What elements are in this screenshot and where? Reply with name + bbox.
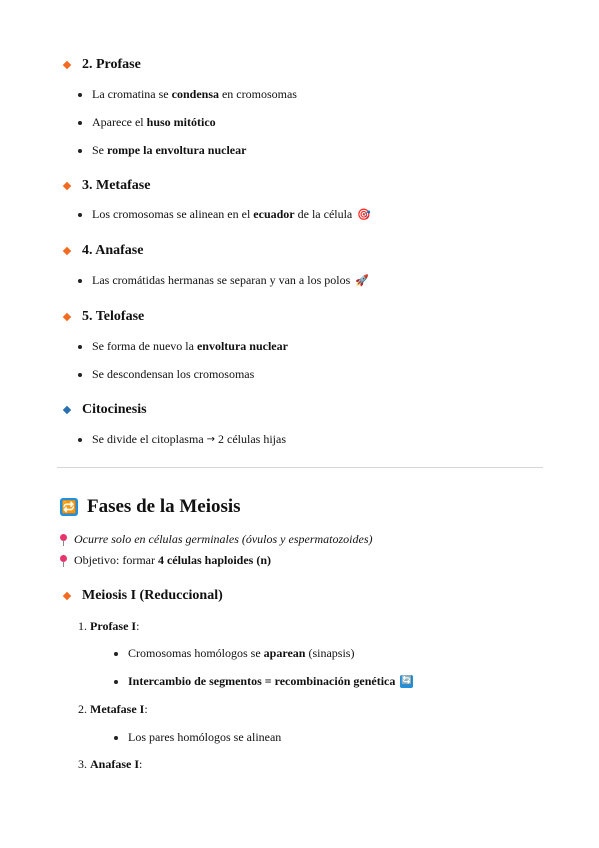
- text: Se divide el citoplasma: [92, 432, 207, 446]
- text: (sinapsis): [305, 646, 355, 660]
- heading-meiosis-i-text: Meiosis I (Reduccional): [82, 588, 223, 603]
- numbered-item: [78, 619, 139, 634]
- list-item: [78, 207, 371, 222]
- heading-citocinesis-text: Citocinesis: [82, 402, 147, 417]
- heading-profase: [62, 57, 141, 73]
- text: Las cromátidas hermanas se separan y van a los polos: [92, 273, 351, 287]
- text: en cromosomas: [218, 87, 297, 101]
- bold-text: rompe la envoltura nuclear: [107, 143, 247, 157]
- bold-text: Anafase I: [90, 757, 140, 771]
- pushpin-icon: [60, 534, 68, 546]
- text: Se descondensan los cromosomas: [92, 367, 255, 381]
- bold-text: huso mitótico: [146, 115, 216, 129]
- note-item: [60, 532, 373, 547]
- text: Los cromosomas se alinean en el: [92, 207, 254, 221]
- divider: [57, 467, 543, 468]
- item-number: 3.: [78, 757, 87, 771]
- text: :: [136, 619, 140, 633]
- list-item: [78, 143, 246, 158]
- bold-text: Profase I: [90, 619, 137, 633]
- text: La cromatina se: [92, 87, 172, 101]
- heading-meiosis-i: [62, 588, 223, 604]
- orange-diamond-icon: [63, 61, 71, 69]
- numbered-item: [78, 757, 142, 772]
- italic-text: Ocurre solo en células germinales (óvulos y espermatozoides): [74, 532, 373, 546]
- text: Objetivo: formar: [74, 553, 158, 567]
- list-item: [78, 339, 288, 354]
- heading-anafase-text: 4. Anafase: [82, 243, 144, 258]
- section-heading-meiosis: [60, 496, 241, 518]
- numbered-item: [78, 702, 148, 717]
- orange-diamond-icon: [63, 592, 71, 600]
- text: de la célula: [294, 207, 353, 221]
- bold-text: ecuador: [253, 207, 295, 221]
- bullet-icon: [114, 652, 118, 656]
- blue-diamond-icon: [63, 406, 71, 414]
- note-item: [60, 553, 271, 568]
- heading-metafase-text: 3. Metafase: [82, 178, 151, 193]
- text: Se forma de nuevo la: [92, 339, 197, 353]
- bullet-icon: [78, 93, 82, 97]
- list-item: [78, 367, 254, 382]
- heading-telofase: [62, 309, 144, 325]
- bold-text: Metafase I: [90, 702, 145, 716]
- text: Cromosomas homólogos se: [128, 646, 264, 660]
- text: Se: [92, 143, 107, 157]
- bullet-icon: [78, 121, 82, 125]
- bullet-icon: [78, 373, 82, 377]
- bullet-icon: [78, 438, 82, 442]
- heading-anafase: [62, 243, 143, 259]
- bold-text: aparean: [263, 646, 306, 660]
- text: Los pares homólogos se alinean: [128, 730, 282, 744]
- heading-telofase-text: 5. Telofase: [82, 309, 145, 324]
- orange-diamond-icon: [63, 313, 71, 321]
- bold-text: envoltura nuclear: [196, 339, 288, 353]
- repeat-icon: 🔁: [61, 500, 77, 514]
- text: :: [139, 757, 143, 771]
- text: Aparece el: [92, 115, 147, 129]
- bullet-icon: [78, 279, 82, 283]
- list-item: [78, 87, 297, 102]
- orange-diamond-icon: [63, 247, 71, 255]
- bullet-icon: [78, 213, 82, 217]
- list-item: [114, 674, 413, 689]
- item-number: 2.: [78, 702, 87, 716]
- text: :: [144, 702, 148, 716]
- bold-text: 4 células haploides (n): [157, 553, 271, 567]
- bullet-icon: [78, 149, 82, 153]
- bullet-icon: [78, 345, 82, 349]
- target-icon: 🎯: [357, 208, 371, 221]
- bold-text: Intercambio de segmentos = recombinación genética: [128, 674, 396, 688]
- bullet-icon: [114, 736, 118, 740]
- list-item: [78, 273, 369, 288]
- heading-citocinesis: [62, 402, 147, 418]
- list-item: [78, 432, 286, 447]
- rocket-icon: 🚀: [355, 274, 369, 287]
- list-item: [78, 115, 216, 130]
- text: 2 células hijas: [215, 432, 287, 446]
- bullet-icon: [114, 680, 118, 684]
- repeat-icon: 🔄: [401, 676, 413, 686]
- bold-text: condensa: [171, 87, 219, 101]
- orange-diamond-icon: [63, 182, 71, 190]
- section-heading-text: Fases de la Meiosis: [87, 496, 241, 517]
- list-item: [114, 730, 281, 745]
- heading-profase-text: 2. Profase: [82, 57, 141, 72]
- heading-metafase: [62, 178, 150, 194]
- item-number: 1.: [78, 619, 87, 633]
- arrow-right-icon: →: [206, 434, 216, 445]
- list-item: [114, 646, 354, 661]
- pushpin-icon: [60, 555, 68, 567]
